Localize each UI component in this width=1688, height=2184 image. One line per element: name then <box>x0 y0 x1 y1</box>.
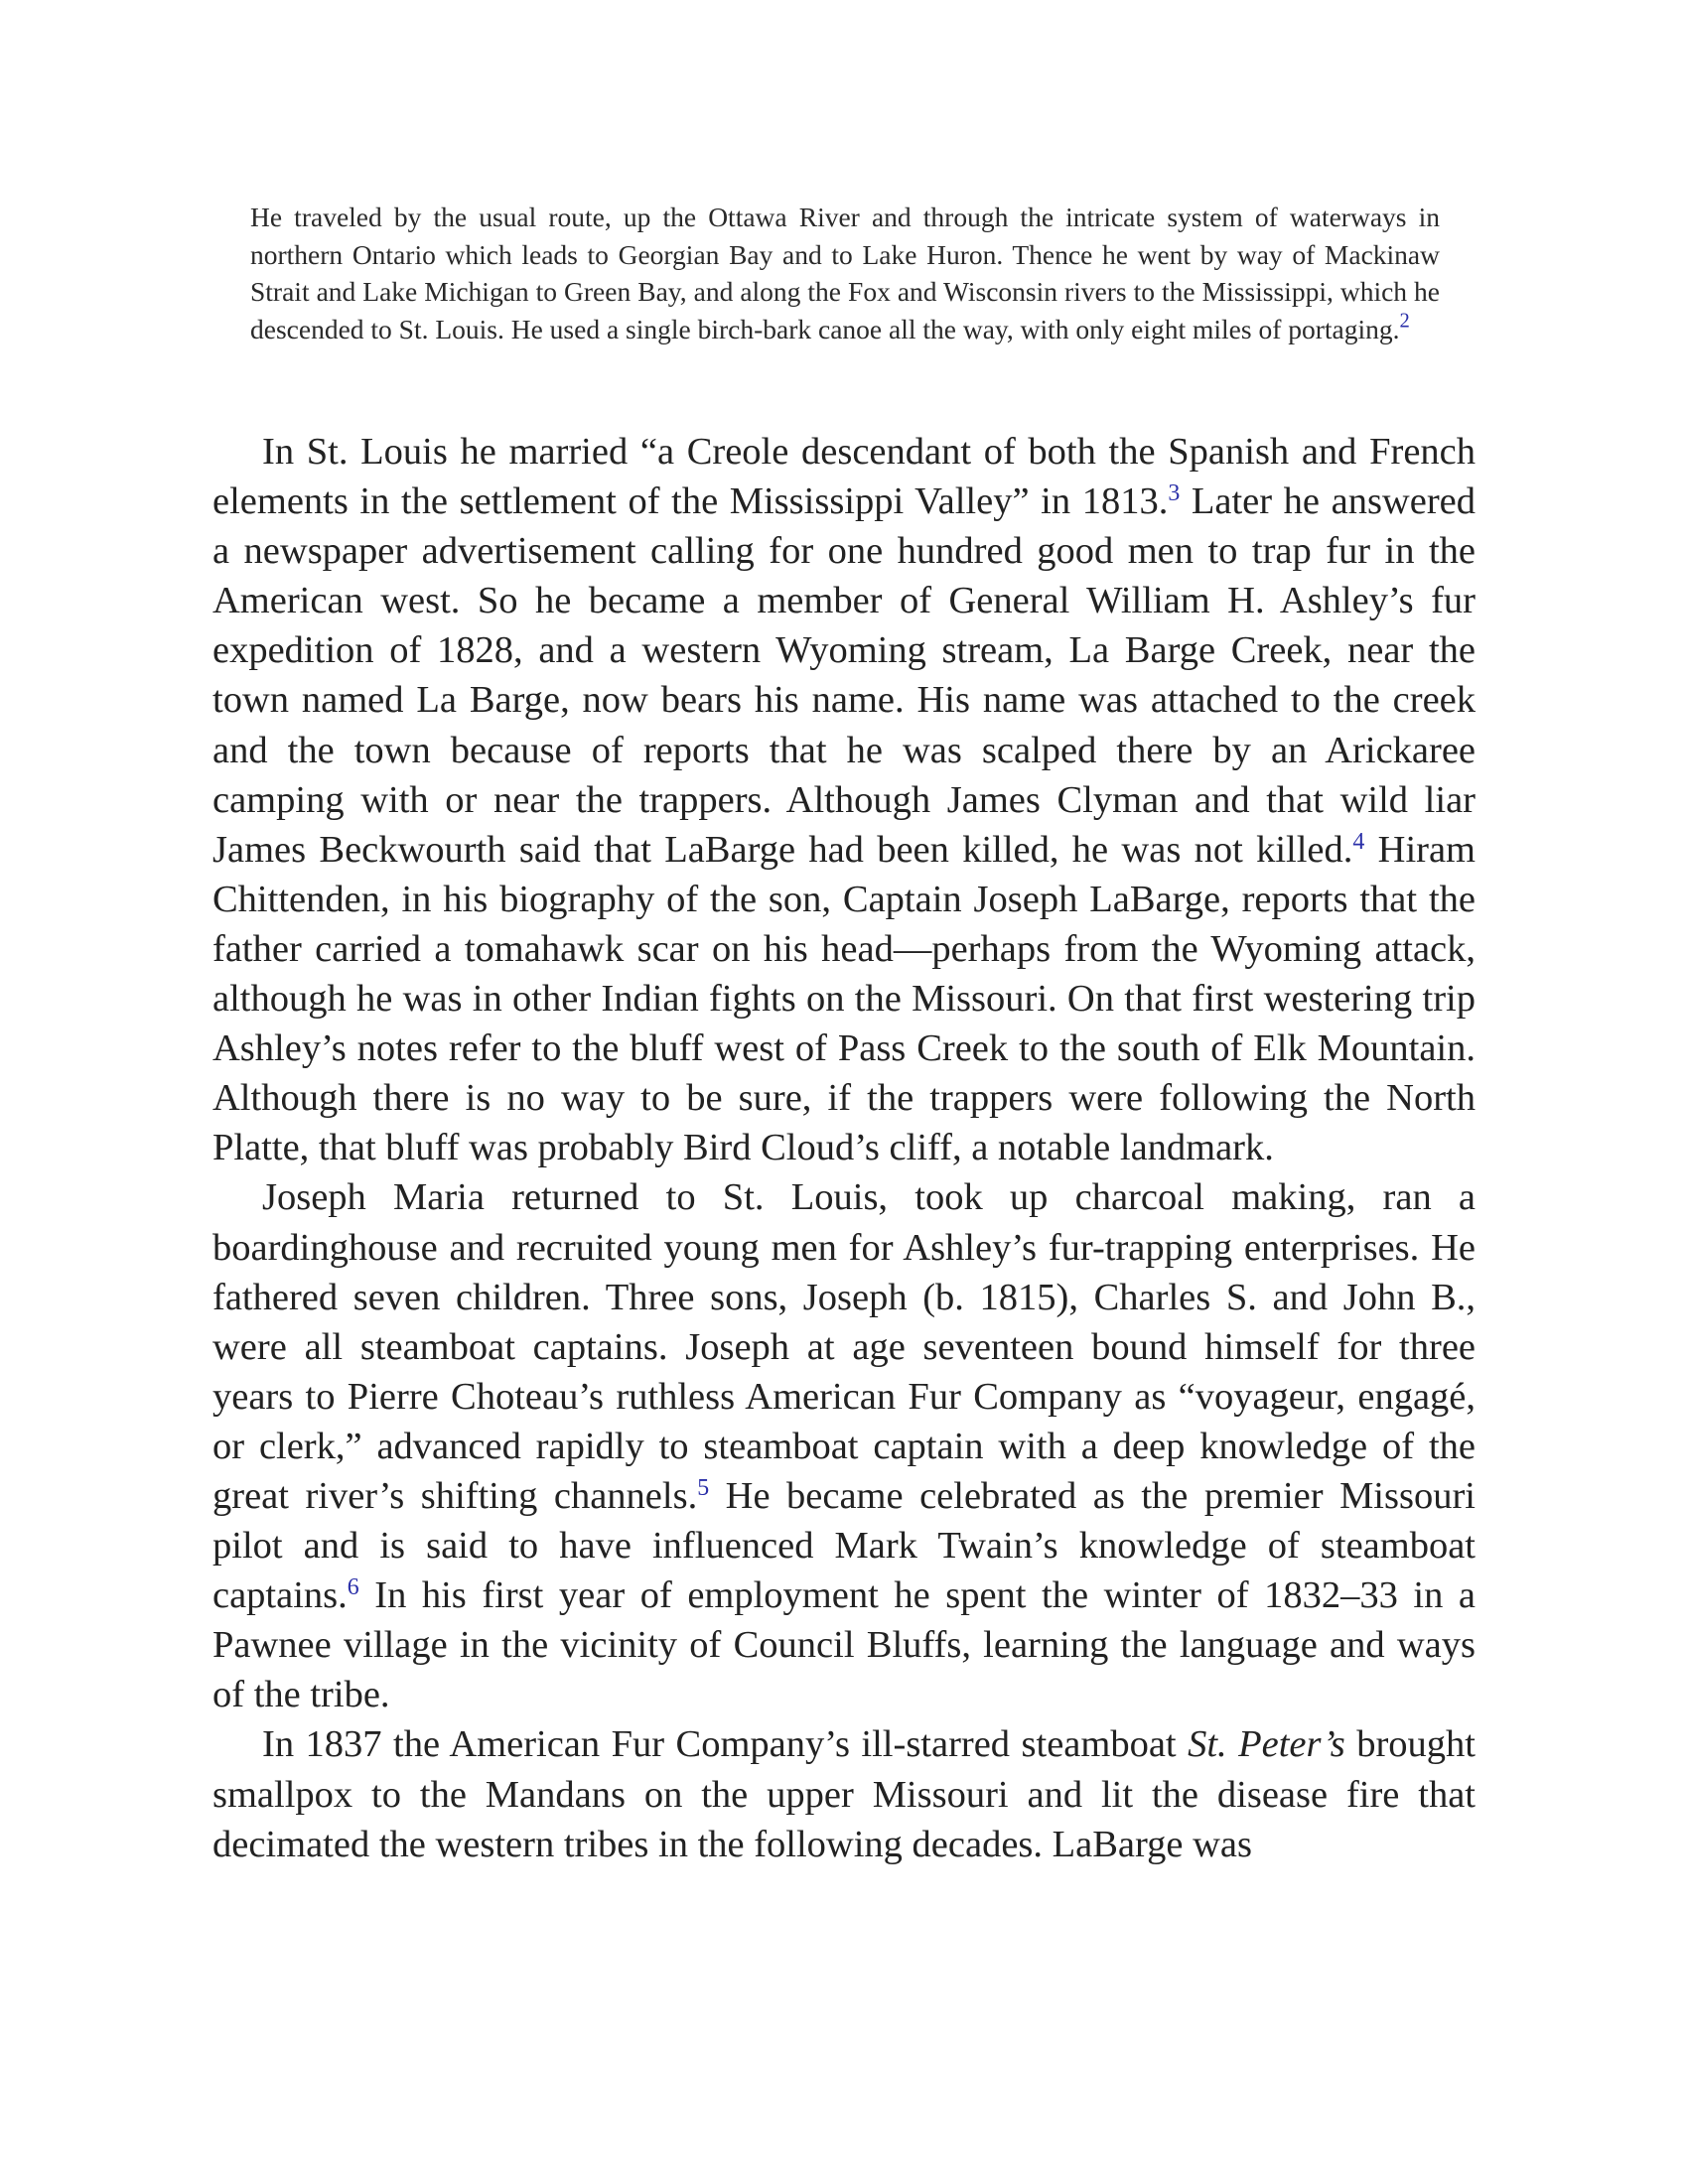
body-text <box>212 427 1476 1869</box>
block-quote-text: He traveled by the usual route, up the Ottawa River and through the intricate system of waterways in northern Ontario which leads to Georgian Bay and to Lake Huron. Thence he went by way of Mackinaw Strait and Lake Michigan to Green Bay, and along the Fox and Wisconsin rivers to the Mississippi, which he descended to St. Louis. He used a single birch-bark canoe all the way, with only eight miles of portaging. <box>250 202 1440 344</box>
footnote-marker[interactable]: 3 <box>1168 479 1181 506</box>
paragraph-text: In his first year of employment he spent the winter of 1832–33 in a Pawnee village in the vicinity of Council Bluffs, learning the language and ways of the tribe. <box>212 1574 1476 1716</box>
paragraph <box>212 1172 1476 1719</box>
paragraph-text: Joseph Maria returned to St. Louis, took up charcoal making, ran a boardinghouse and recruited young men for Ashley’s fur-trapping enterprises. He fathered seven children. Three sons, Joseph (b. 1815), Charles S. and John B., were all steamboat captains. Joseph at age seventeen bound himself for three years to Pierre Choteau’s ruthless American Fur Company as “voyageur, engagé, or clerk,” advanced rapidly to steamboat captain with a deep knowledge of the great river’s shifting channels. <box>212 1176 1476 1517</box>
paragraph <box>212 427 1476 1172</box>
paragraph-text: Later he answered a newspaper advertisement calling for one hundred good men to trap fur in the American west. So he became a member of General William H. Ashley’s fur expedition of 1828, and a western Wyoming stream, La Barge Creek, near the town named La Barge, now bears his name. His name was attached to the creek and the town because of reports that he was scalped there by an Arickaree camping with or near the trappers. Although James Clyman and that wild liar James Beckwourth said that LaBarge had been killed, he was not killed. <box>212 480 1476 871</box>
paragraph-text: In 1837 the American Fur Company’s ill-starred steamboat <box>262 1723 1189 1766</box>
paragraph-text: In St. Louis he married “a Creole descendant of both the Spanish and French elements in the settlement of the Mississippi Valley” in 1813. <box>212 431 1476 523</box>
italic-title: St. Peter’s <box>1188 1723 1345 1766</box>
footnote-marker[interactable]: 6 <box>347 1574 359 1601</box>
footnote-marker[interactable]: 5 <box>697 1474 710 1501</box>
footnote-marker[interactable]: 2 <box>1399 310 1410 333</box>
block-quote <box>250 199 1440 347</box>
paragraph <box>212 1719 1476 1868</box>
paragraph-text: brought smallpox to the Mandans on the upper Missouri and lit the disease fire that decimated the western tribes in the following decades. LaBarge was <box>212 1723 1476 1865</box>
paragraph-text: He became celebrated as the premier Missouri pilot and is said to have influenced Mark Twain’s knowledge of steamboat captains. <box>212 1474 1476 1617</box>
paragraph-text: Hiram Chittenden, in his biography of the son, Captain Joseph LaBarge, reports that the father carried a tomahawk scar on his head—perhaps from the Wyoming attack, although he was in other Indian fights on the Missouri. On that first westering trip Ashley’s notes refer to the bluff west of Pass Creek to the south of Elk Mountain. Although there is no way to be sure, if the trappers were following the North Platte, that bluff was probably Bird Cloud’s cliff, a notable landmark. <box>212 828 1476 1169</box>
footnote-marker[interactable]: 4 <box>1352 828 1365 855</box>
